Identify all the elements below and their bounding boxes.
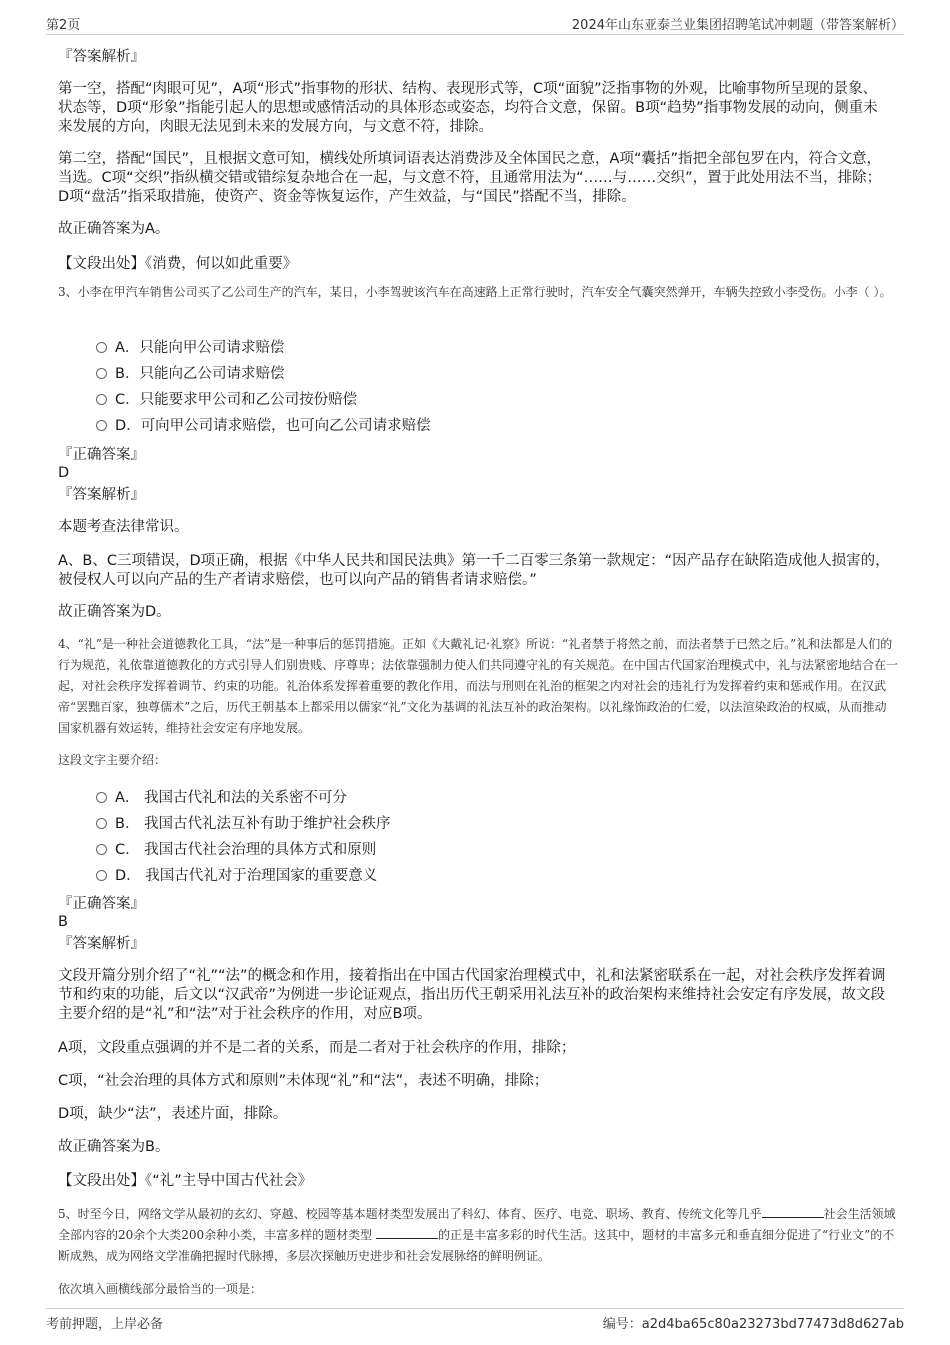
correct-answer-label: 『正确答案』 [58,896,145,912]
answer-conclusion: 故正确答案为B。 [58,1139,170,1155]
analysis-paragraph: 文段开篇分别介绍了“礼”“法”的概念和作用，接着指出在中国古代国家治理模式中，礼和法紧密联系在一起，对社会秩序发挥着调节和约束的功能，后文以“汉武帝”为例进一步论证观点，指出历代王朝采用礼法互补的政治架构来维持社会安定有序发展，故文段主要介绍的是“礼”和“法”对于社会秩序的作用，对应B项。 [58,968,886,1022]
analysis-label: 『答案解析』 [58,936,145,952]
page-number: 第2页 [46,18,81,33]
question-prompt: 依次填入画横线部分最恰当的一项是： [58,1282,263,1296]
answer-conclusion: 故正确答案为A。 [58,221,170,237]
fill-blank [762,1205,824,1218]
analysis-label: 『答案解析』 [58,487,145,503]
option-label: D． 我国古代礼对于治理国家的重要意义 [115,868,378,884]
option-b[interactable] [96,364,284,384]
radio-icon[interactable] [96,420,107,431]
analysis-paragraph: 本题考查法律常识。 [58,519,189,535]
option-label: A．只能向甲公司请求赔偿 [115,340,285,356]
question-stem-part: 的正是丰富多彩的时代生活。这其中，题材的丰富多元和垂直细分促进了“行业文”的不断成熟，成为网络文学准确把握时代脉搏，多层次探触历史进步和社会发展脉络的鲜明例证。 [58,1228,895,1263]
correct-answer: D [58,465,70,481]
document-code [603,1313,904,1332]
analysis-paragraph: 第二空，搭配“国民”，且根据文意可知，横线处所填词语表达消费涉及全体国民之意，A项“囊括”指把全部包罗在内，符合文意，当选。C项“交织”指纵横交错或错综复杂地合在一起，与文意不符，且通常用法为“……与……交织”，置于此处用法不当，排除；D项“盘活”指采取措施，使资产、资金等恢复运作，产生效益，与“国民”搭配不当，排除。 [58,151,882,205]
option-a[interactable] [96,338,284,358]
option-a[interactable] [96,788,347,808]
question-stem-part: 社会生活领域全部内容的20余个大类200余种小类，丰富多样的题材类型 [58,1207,896,1242]
question-stem: 4、“礼”是一种社会道德教化工具，“法”是一种事后的惩罚措施。正如《大戴礼记·礼察》所说：“礼者禁于将然之前，而法者禁于已然之后。”礼和法都是人们的行为规范，礼依靠道德教化的方式引导人们别贵贱、序尊卑；法依靠强制力使人们共同遵守礼的有关规范。在中国古代国家治理模式中，礼与法紧密地结合在一起，对社会秩序发挥着调节、约束的功能。礼治体系发挥着重要的教化作用，而法与刑则在礼治的框架之内对社会的违礼行为发挥着约束和惩戒作用。在汉武帝“罢黜百家，独尊儒术”之后，历代王朝基本上都采用以儒家“礼”文化为基调的礼法互补的政治架构。以礼缘饰政治的仁爱，以法渲染政治的权威，从而推动国家机器有效运转，维持社会安定有序地发展。 [58,637,899,735]
option-b[interactable] [96,814,391,834]
option-label: C． 我国古代社会治理的具体方式和原则 [115,842,377,858]
answer-conclusion: 故正确答案为D。 [58,604,171,620]
question-stem [58,1204,898,1267]
option-label: C．只能要求甲公司和乙公司按份赔偿 [115,392,358,408]
correct-answer: B [58,914,68,930]
radio-icon[interactable] [96,792,107,803]
option-label: B． 我国古代礼法互补有助于维护社会秩序 [115,816,391,832]
question-stem: 3、小李在甲汽车销售公司买了乙公司生产的汽车，某日，小李驾驶该汽车在高速路上正常行驶时，汽车安全气囊突然弹开，车辆失控致小李受伤。小李（ ）。 [58,285,892,299]
radio-icon[interactable] [96,368,107,379]
question-prompt: 这段文字主要介绍： [58,753,167,767]
fill-blank [376,1226,438,1239]
correct-answer-label: 『正确答案』 [58,447,145,463]
analysis-label: 『答案解析』 [58,49,145,65]
radio-icon[interactable] [96,844,107,855]
analysis-paragraph: 第一空，搭配“肉眼可见”，A项“形式”指事物的形状、结构、表现形式等，C项“面貌”泛指事物的外观，比喻事物所呈现的景象、状态等，D项“形象”指能引起人的思想或感情活动的具体形态或姿态，均符合文意，保留。B项“趋势”指事物发展的动向，侧重未来发展的方向，肉眼无法见到未来的发展方向，与文意不符，排除。 [58,81,878,135]
radio-icon[interactable] [96,342,107,353]
page-header [46,14,904,35]
code-value: a2d4ba65c80a23273bd77473d8d627ab [641,1317,904,1332]
analysis-paragraph: D项，缺少“法”，表述片面，排除。 [58,1106,288,1122]
option-c[interactable] [96,390,357,410]
source-citation: 【文段出处】《“礼”主导中国古代社会》 [58,1173,313,1189]
code-prefix: 编号： [602,1317,642,1332]
radio-icon[interactable] [96,818,107,829]
analysis-paragraph: A项，文段重点强调的并不是二者的关系，而是二者对于社会秩序的作用，排除； [58,1040,576,1056]
radio-icon[interactable] [96,394,107,405]
option-c[interactable] [96,840,376,860]
analysis-paragraph: C项，“社会治理的具体方式和原则”未体现“礼”和“法”，表述不明确，排除； [58,1073,549,1089]
option-label: D．可向甲公司请求赔偿，也可向乙公司请求赔偿 [115,418,431,434]
page-footer [46,1308,904,1331]
footer-slogan: 考前押题，上岸必备 [46,1317,164,1332]
option-label: A． 我国古代礼和法的关系密不可分 [115,790,348,806]
analysis-paragraph: A、B、C三项错误，D项正确，根据《中华人民共和国民法典》第一千二百零三条第一款规定：“因产品存在缺陷造成他人损害的，被侵权人可以向产品的生产者请求赔偿，也可以向产品的销售者请求赔偿。” [58,553,890,588]
option-label: B．只能向乙公司请求赔偿 [115,366,285,382]
option-d[interactable] [96,416,431,436]
source-citation: 【文段出处】《消费，何以如此重要》 [58,256,298,272]
document-title: 2024年山东亚泰兰业集团招聘笔试冲刺题（带答案解析） [571,18,904,33]
option-d[interactable] [96,866,377,886]
question-stem-part: 5、时至今日，网络文学从最初的玄幻、穿越、校园等基本题材类型发展出了科幻、体育、医疗、电竞、职场、教育、传统文化等几乎 [58,1207,762,1221]
radio-icon[interactable] [96,870,107,881]
